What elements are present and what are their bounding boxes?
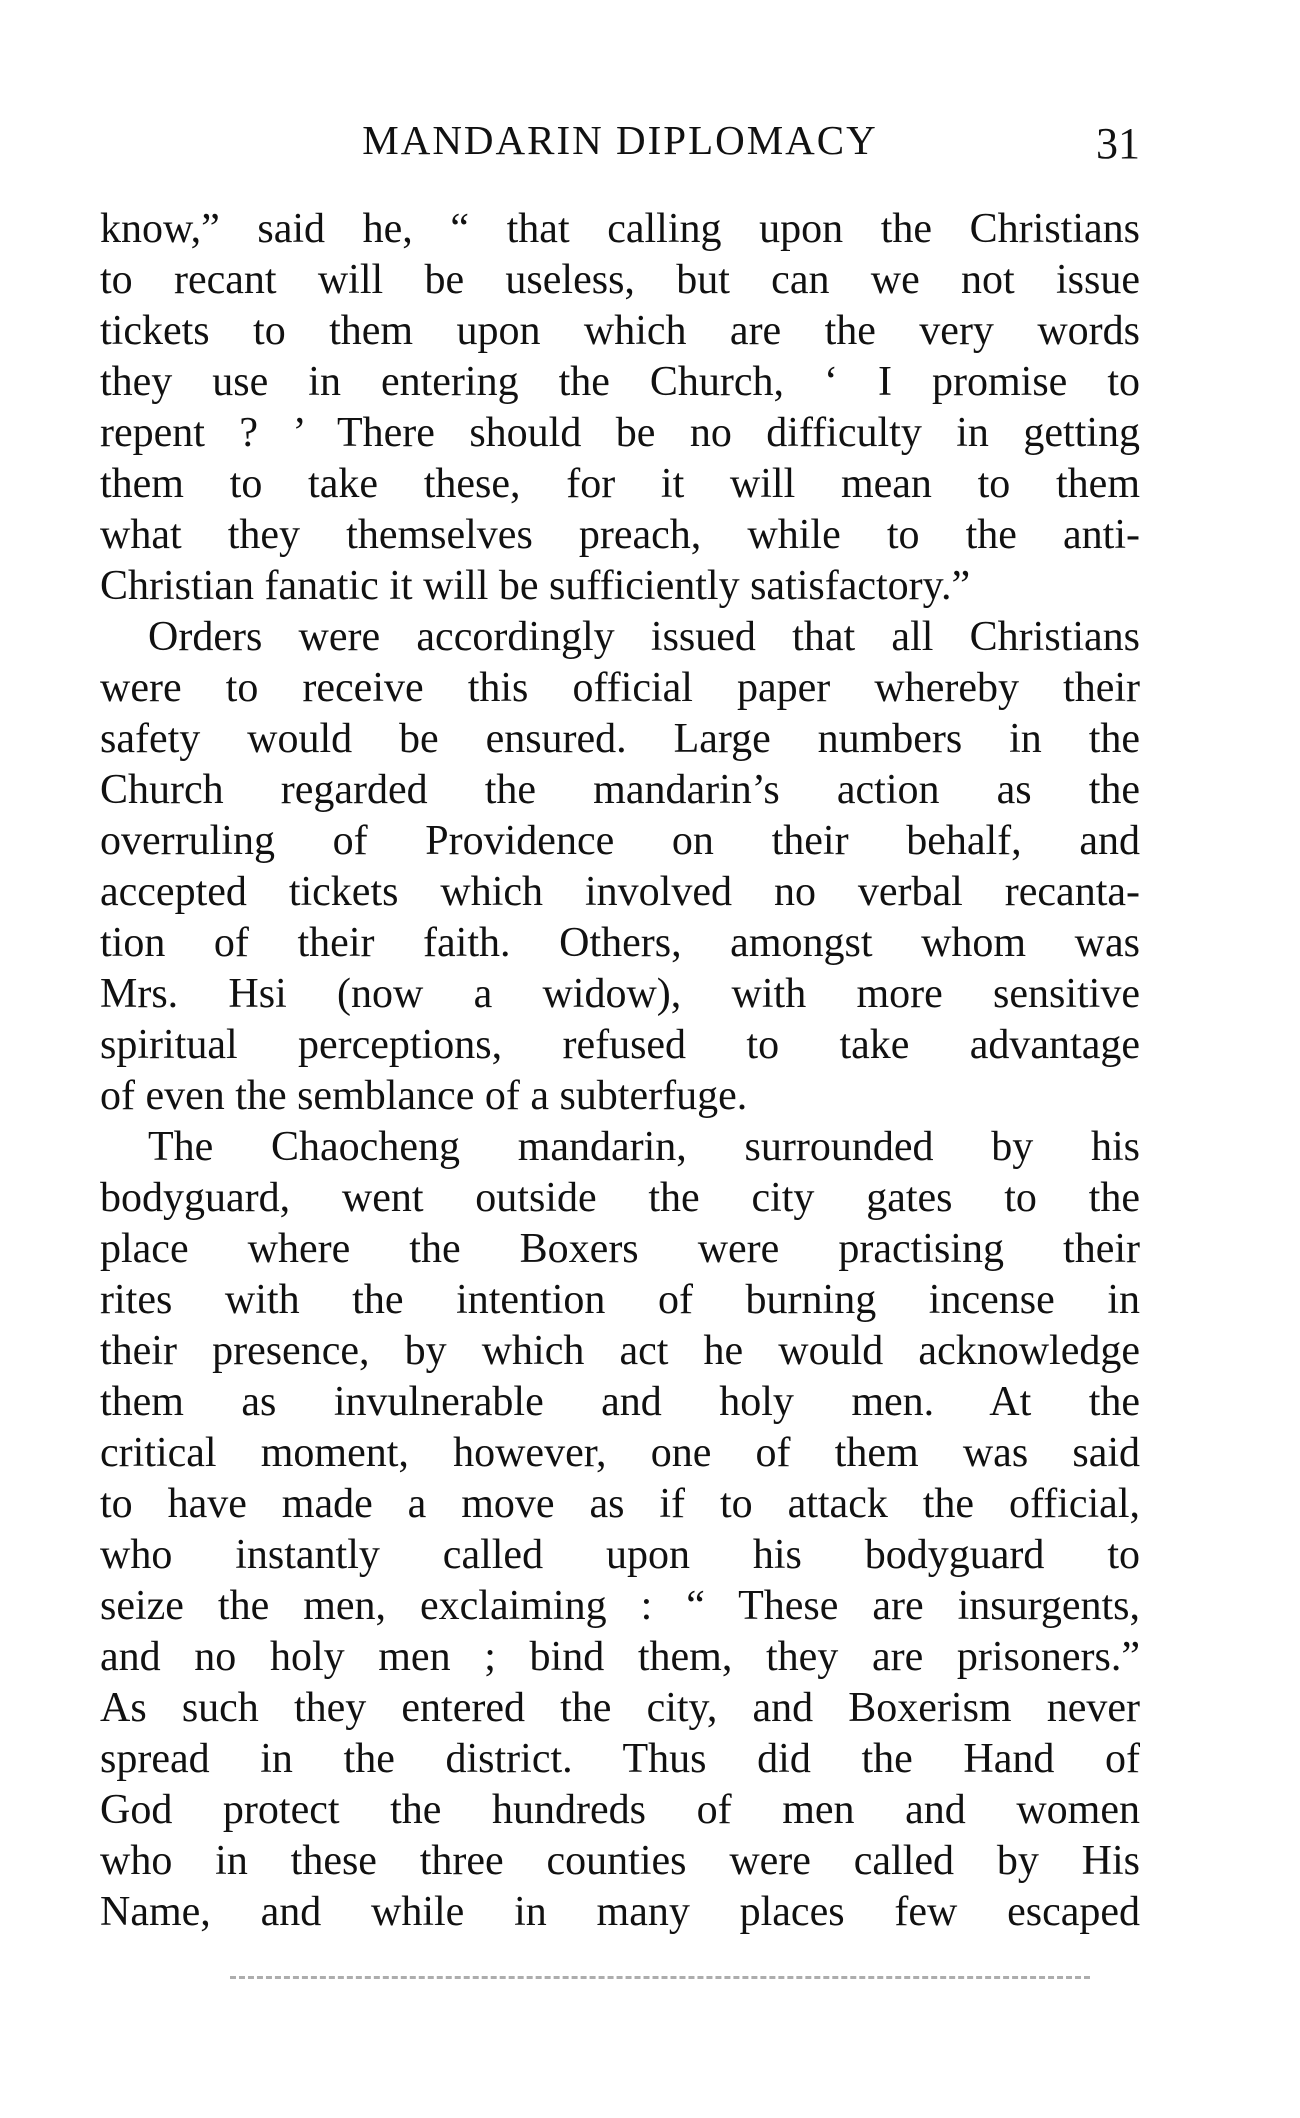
text-line: know,” said he, “ that calling upon the Christians (100, 206, 1140, 252)
text-line: they use in entering the Church, ‘ I promise to (100, 359, 1140, 405)
text-line: God protect the hundreds of men and women (100, 1787, 1140, 1833)
text-line: Christian fanatic it will be sufficiently satisfactory.” (100, 563, 971, 609)
paragraph-first-line: The Chaocheng mandarin, surrounded by his (148, 1124, 1140, 1170)
text-line: who instantly called upon his bodyguard to (100, 1532, 1140, 1578)
text-line: Mrs. Hsi (now a widow), with more sensitive (100, 971, 1140, 1017)
text-line: safety would be ensured. Large numbers in the (100, 716, 1140, 762)
text-line: Church regarded the mandarin’s action as the (100, 767, 1140, 813)
text-line: what they themselves preach, while to the anti- (100, 512, 1140, 558)
text-line: Name, and while in many places few escaped (100, 1889, 1140, 1935)
text-line: repent ? ’ There should be no difficulty in getting (100, 410, 1140, 456)
text-line: rites with the intention of burning incense in (100, 1277, 1140, 1323)
text-line: bodyguard, went outside the city gates to the (100, 1175, 1140, 1221)
running-head (100, 110, 1140, 170)
text-line: and no holy men ; bind them, they are prisoners.” (100, 1634, 1140, 1680)
text-line: As such they entered the city, and Boxerism never (100, 1685, 1140, 1731)
text-line: them to take these, for it will mean to them (100, 461, 1140, 507)
text-line: spread in the district. Thus did the Hand of (100, 1736, 1140, 1782)
body-text (100, 204, 1140, 1938)
text-line: of even the semblance of a subterfuge. (100, 1073, 748, 1119)
text-line: place where the Boxers were practising their (100, 1226, 1140, 1272)
text-line: accepted tickets which involved no verbal recanta- (100, 869, 1140, 915)
page-number: 31 (1096, 119, 1140, 168)
paragraph-first-line: Orders were accordingly issued that all Christians (148, 614, 1140, 660)
text-line: seize the men, exclaiming : “ These are insurgents, (100, 1583, 1140, 1629)
text-line: to recant will be useless, but can we not issue (100, 257, 1140, 303)
text-line: tion of their faith. Others, amongst whom was (100, 920, 1140, 966)
text-line: to have made a move as if to attack the official, (100, 1481, 1140, 1527)
text-line: were to receive this official paper whereby their (100, 665, 1140, 711)
text-line: critical moment, however, one of them was said (100, 1430, 1140, 1476)
running-title: MANDARIN DIPLOMACY (362, 117, 878, 163)
text-line: overruling of Providence on their behalf, and (100, 818, 1140, 864)
text-line: tickets to them upon which are the very words (100, 308, 1140, 354)
text-line: them as invulnerable and holy men. At the (100, 1379, 1140, 1425)
text-line: their presence, by which act he would acknowledge (100, 1328, 1140, 1374)
text-line: spiritual perceptions, refused to take advantage (100, 1022, 1140, 1068)
text-line: who in these three counties were called by His (100, 1838, 1140, 1884)
truncated-next-line (230, 1976, 1090, 1979)
